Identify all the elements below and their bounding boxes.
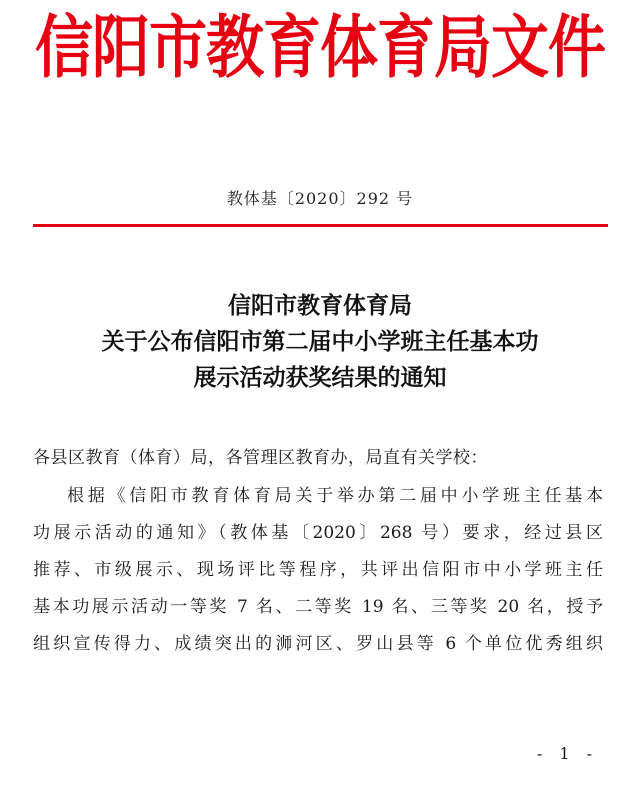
page-number: - 1 - [536,744,598,763]
body-line: 基本功展示活动一等奖 7 名、二等奖 19 名、三等奖 20 名，授予 [33,597,603,617]
body-line: 根据《信阳市教育体育局关于举办第二届中小学班主任基本 [67,486,603,506]
document-number: 教体基〔2020〕292 号 [226,189,414,208]
document-masthead: 信阳市教育体育局文件 [34,7,605,88]
body-line: 组织宣传得力、成绩突出的浉河区、罗山县等 6 个单位优秀组织 [33,634,603,654]
title-line-2: 关于公布信阳市第二届中小学班主任基本功 [101,328,539,355]
red-divider-line [33,224,608,227]
body-line: 推荐、市级展示、现场评比等程序，共评出信阳市中小学班主任 [33,560,603,580]
body-line: 功展示活动的通知》（教体基〔2020〕268 号）要求，经过县区 [33,523,603,543]
title-line-3: 展示活动获奖结果的通知 [193,364,447,391]
salutation: 各县区教育（体育）局，各管理区教育办，局直有关学校： [33,448,488,468]
document-title [0,288,640,396]
title-line-1: 信阳市教育体育局 [228,292,412,319]
